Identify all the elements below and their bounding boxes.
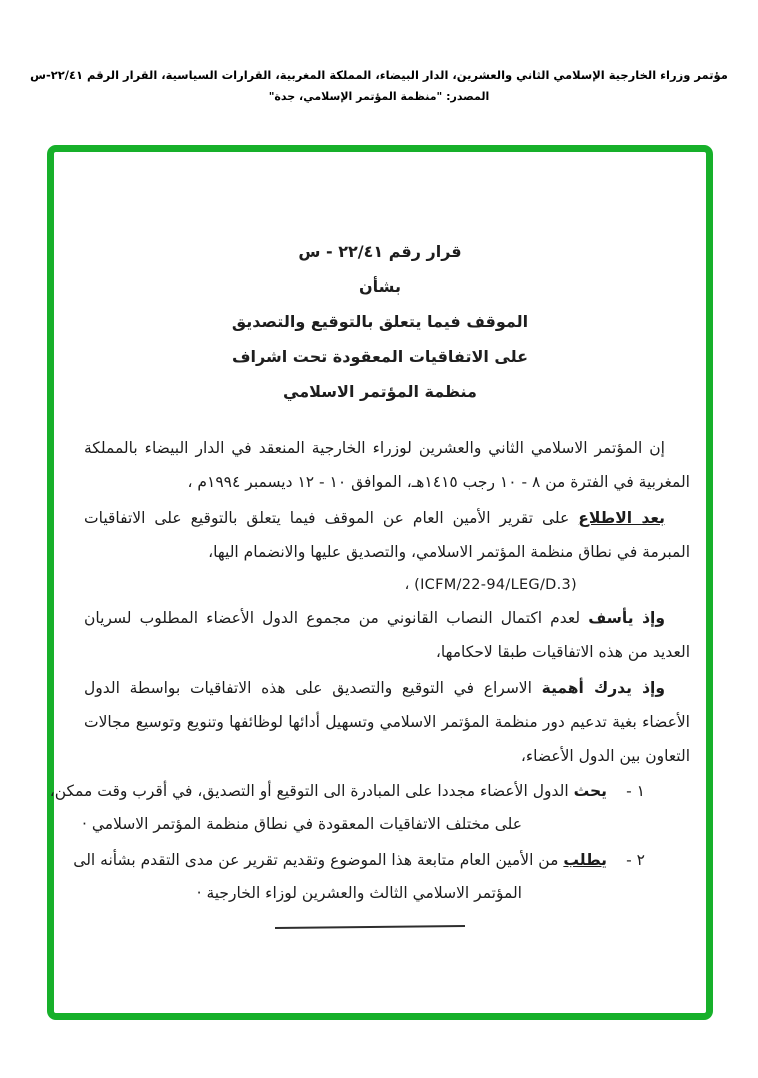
operative-item-2 [73, 844, 645, 910]
title-subject-1: الموقف فيما يتعلق بالتوقيع والتصديق [231, 312, 529, 331]
recognizing-paragraph [84, 671, 690, 773]
signature-rule [275, 925, 465, 929]
operative-item-1 [49, 775, 645, 841]
having-noted-paragraph [84, 501, 690, 569]
item-2-line-2: المؤتمر الاسلامي الثالث والعشرين لوزاء الخارجية · [196, 884, 522, 902]
citation-header [0, 64, 758, 108]
item-1-text [49, 775, 607, 841]
resolution-title [54, 234, 706, 409]
resolution-body [49, 431, 690, 928]
item-1-line-2: على مختلف الاتفاقيات المعقودة في نطاق منظمة المؤتمر الاسلامي · [82, 815, 522, 833]
recognizing-text: الاسراع في التوقيع والتصديق على هذه الاتفاقيات بواسطة الدول الأعضاء بغية تدعيم دور منظمة المؤتمر الاسلامي وتسهيل أدائها لوظائفها وتنويع وتوسيع مجالات التعاون بين الدول الأعضاء، [84, 679, 690, 765]
title-subject-3: منظمة المؤتمر الاسلامي [283, 382, 477, 401]
operative-items [49, 775, 690, 910]
item-1-line-1 [49, 775, 607, 808]
title-number: قرار رقم ٢٢/٤١ - س [298, 242, 462, 261]
item-2-line-1 [73, 844, 607, 877]
item-1-line-1-text: الدول الأعضاء مجددا على المبادرة الى التوقيع أو التصديق، في أقرب وقت ممكن، [49, 782, 574, 800]
document-frame [47, 145, 713, 1020]
regretting-text: لعدم اكتمال النصاب القانوني من مجموع الدول الأعضاء المطلوب لسريان العديد من هذه الاتفاقيات طبقا لاحكامها، [84, 609, 690, 661]
item-2-text [73, 844, 607, 910]
having-noted-lead: بعد الاطلاع [578, 509, 665, 527]
document-reference: (ICFM/22-94/LEG/D.3) ، [404, 577, 577, 593]
having-noted-text: على تقرير الأمين العام عن الموقف فيما يتعلق بالتوقيع على الاتفاقيات المبرمة في نطاق منظمة المؤتمر الاسلامي، والتصديق عليها والانضمام اليها، [84, 509, 690, 561]
title-regarding: بشأن [359, 277, 401, 296]
citation-line: مؤتمر وزراء الخارجية الإسلامي الثاني والعشرين، الدار البيضاء، المملكة المغربية، القرارات السياسية، القرار الرقم ٢٢/٤١-س [30, 68, 728, 82]
recognizing-lead: وإذ يدرك أهمية [541, 679, 665, 697]
source-line: المصدر: "منظمة المؤتمر الإسلامي، جدة" [268, 90, 490, 103]
regretting-lead: وإذ يأسف [588, 609, 665, 627]
preamble-paragraph [84, 431, 690, 499]
regretting-paragraph [84, 601, 690, 669]
preamble-text: إن المؤتمر الاسلامي الثاني والعشرين لوزراء الخارجية المنعقد في الدار البيضاء بالمملكة المغربية في الفترة من ٨ - ١٠ رجب ١٤١٥هـ، الموافق ١٠ - ١٢ ديسمبر ١٩٩٤م ، [84, 439, 690, 491]
item-2-verb: يطلب [563, 851, 607, 869]
item-1-number: ١ - [626, 782, 645, 800]
title-subject-2: على الاتفاقيات المعقودة تحت اشراف [231, 347, 529, 366]
item-2-line-1-text: من الأمين العام متابعة هذا الموضوع وتقديم تقرير عن مدى التقدم بشأنه الى [73, 851, 564, 869]
item-2-number: ٢ - [626, 851, 645, 869]
item-1-verb: يحث [573, 782, 607, 800]
